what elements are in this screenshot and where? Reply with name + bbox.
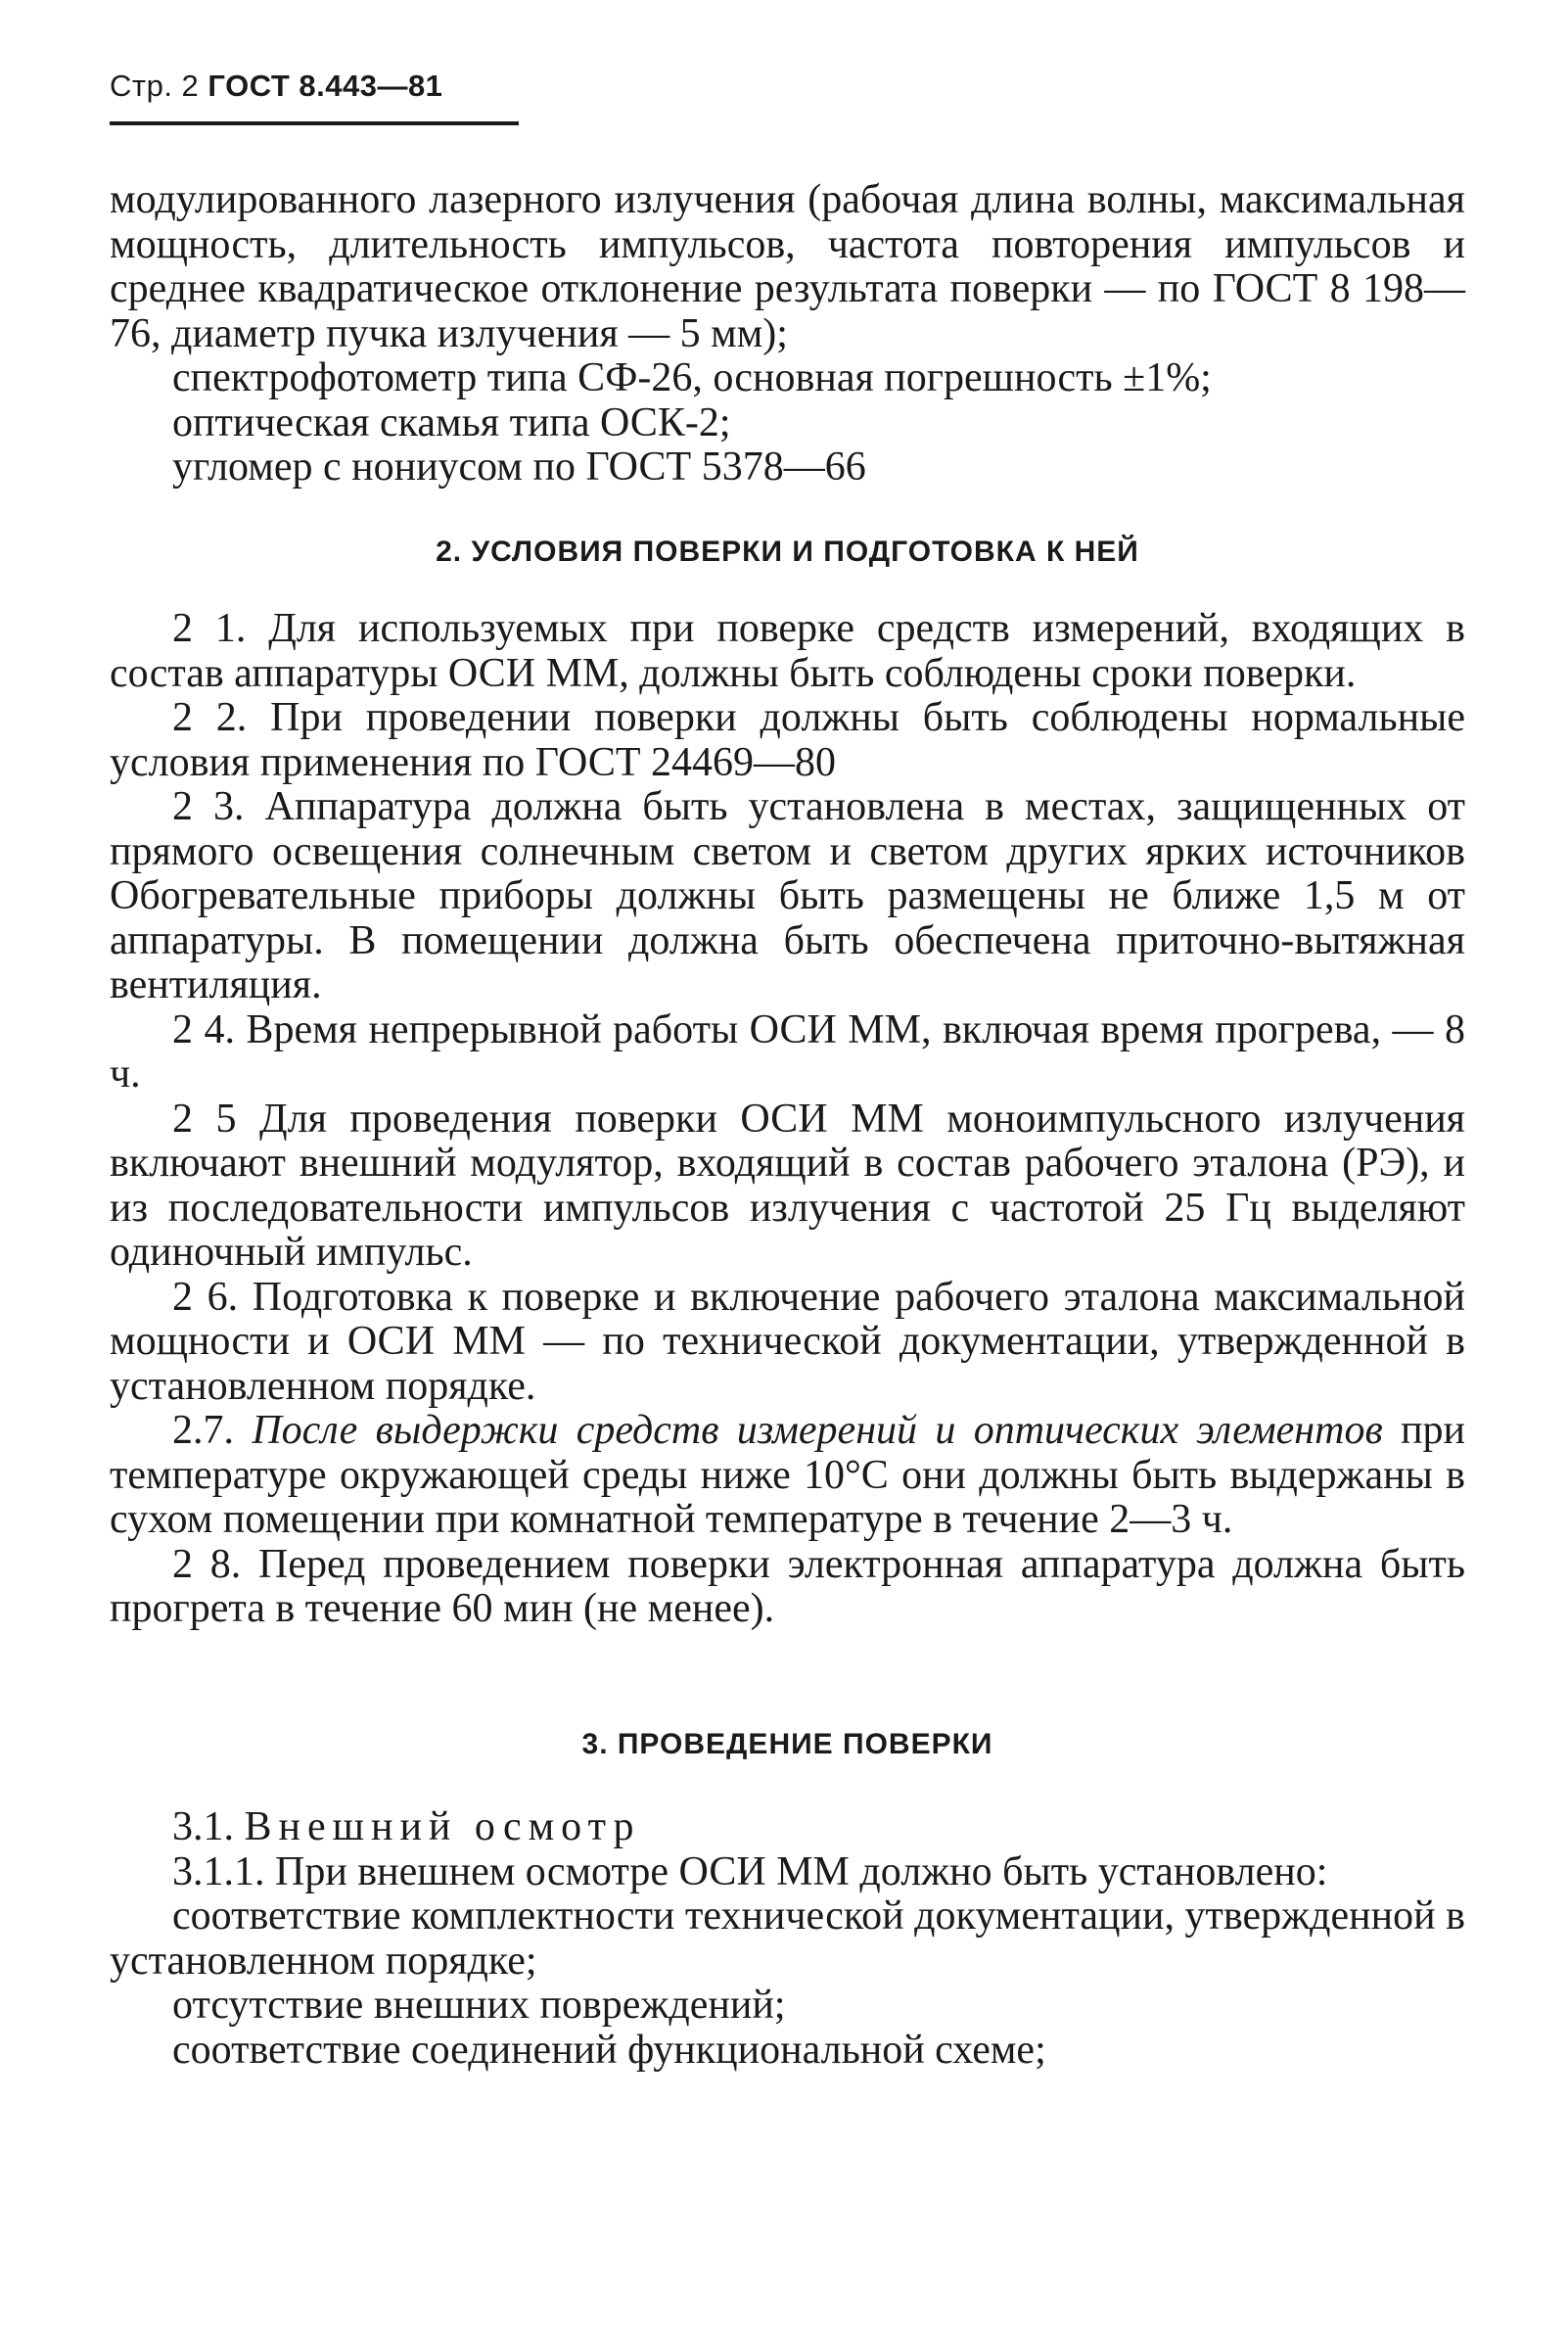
check-item: отсутствие внешних повреждений; bbox=[172, 1983, 786, 2028]
clause-2-7-label: 2.7. bbox=[172, 1408, 234, 1453]
equipment-item: угломер с нониусом по ГОСТ 5378—66 bbox=[172, 444, 866, 490]
subsection-3-1-label: 3.1. bbox=[172, 1804, 234, 1849]
page-label: Стр. 2 bbox=[110, 69, 200, 103]
clause-2-7 bbox=[110, 1409, 1465, 1543]
header-rule bbox=[110, 121, 519, 125]
section-2-heading: 2. УСЛОВИЯ ПОВЕРКИ И ПОДГОТОВКА К НЕЙ bbox=[436, 535, 1139, 568]
document-body bbox=[110, 178, 1465, 2073]
clause-2-3: 2 3. Аппаратура должна быть установлена в местах, защищенных от прямого освещения солнечным светом и светом других ярких источников Обогревательные приборы должны быть размещены не ближе 1,5 м от аппаратуры. В помещении должна быть обеспечена приточно-вытяжная вентиляция. bbox=[110, 784, 1465, 1007]
section-3-heading: 3. ПРОВЕДЕНИЕ ПОВЕРКИ bbox=[581, 1727, 993, 1760]
standard-number: ГОСТ 8.443—81 bbox=[208, 69, 443, 103]
clause-2-7-rest: при температуре окружающей среды ниже 10°С они должны быть выдержаны в сухом помещении при комнатной температуре в течение 2—3 ч. bbox=[110, 1408, 1466, 1542]
clause-2-2: 2 2. При проведении поверки должны быть соблюдены нормальные условия применения по ГОСТ 24469—80 bbox=[110, 695, 1465, 785]
check-item: соответствие соединений функциональной схеме; bbox=[172, 2027, 1046, 2073]
clause-2-8: 2 8. Перед проведением поверки электронная аппаратура должна быть прогрета в течение 60 мин (не менее). bbox=[110, 1541, 1465, 1631]
clause-2-4: 2 4. Время непрерывной работы ОСИ ММ, включая время прогрева, — 8 ч. bbox=[110, 1006, 1465, 1097]
clause-3-1-1: 3.1.1. При внешнем осмотре ОСИ ММ должно быть установлено: bbox=[172, 1848, 1328, 1894]
clause-2-7-italic: После выдержки средств измерений и оптических элементов bbox=[252, 1408, 1383, 1453]
check-item: соответствие комплектности технической документации, утвержденной в установленном порядке; bbox=[110, 1893, 1465, 1984]
page-header bbox=[110, 69, 442, 104]
clause-2-1: 2 1. Для используемых при поверке средств измерений, входящих в состав аппаратуры ОСИ ММ, должны быть соблюдены сроки поверки. bbox=[110, 606, 1465, 696]
subsection-3-1-title: Внешний осмотр bbox=[244, 1804, 641, 1849]
clause-2-5: 2 5 Для проведения поверки ОСИ ММ моноимпульсного излучения включают внешний модулятор, входящий в состав рабочего эталона (РЭ), и из последовательности импульсов излучения с частотой 25 Гц выделяют одиночный импульс. bbox=[110, 1096, 1465, 1275]
equipment-item: спектрофотометр типа СФ-26, основная погрешность ±1%; bbox=[172, 355, 1212, 400]
subsection-3-1 bbox=[110, 1805, 1465, 1850]
equipment-item: оптическая скамья типа ОСК-2; bbox=[172, 399, 731, 445]
intro-paragraph: модулированного лазерного излучения (рабочая длина волны, максимальная мощность, длительность импульсов, частота повторения импульсов и среднее квадратическое отклонение результата поверки — по ГОСТ 8 198—76, диаметр пучка излучения — 5 мм); bbox=[110, 177, 1465, 356]
clause-2-6: 2 6. Подготовка к поверке и включение рабочего эталона максимальной мощности и ОСИ ММ — по технической документации, утвержденной в установленном порядке. bbox=[110, 1274, 1465, 1409]
